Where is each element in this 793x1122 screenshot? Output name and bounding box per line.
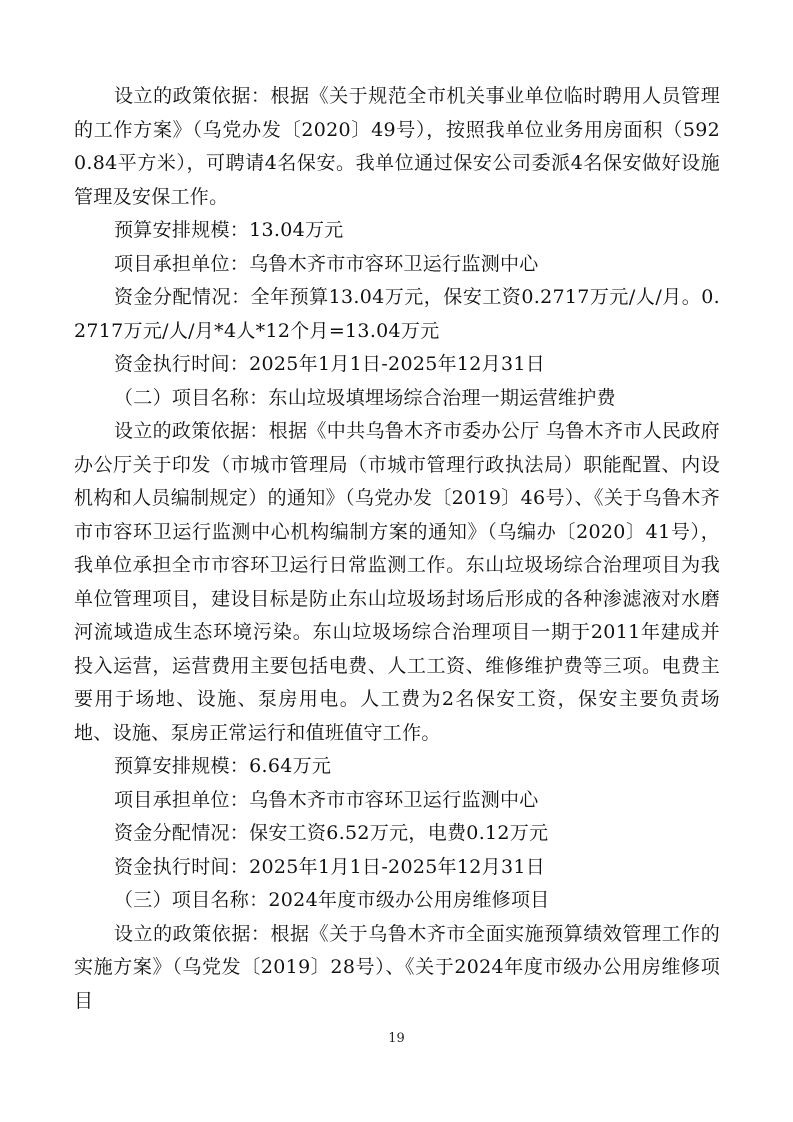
section-heading-project-3: （三）项目名称：2024年度市级办公用房维修项目 xyxy=(114,889,550,911)
paragraph-undertaking-unit-2: 项目承担单位：乌鲁木齐市市容环卫运行监测中心 xyxy=(114,788,539,811)
section-heading-project-2: （二）项目名称：东山垃圾填埋场综合治理一期运营维护费 xyxy=(114,386,616,409)
paragraph-budget-scale-1: 预算安排规模：13.04万元 xyxy=(114,219,344,241)
paragraph-undertaking-unit-1: 项目承担单位：乌鲁木齐市市容环卫运行监测中心 xyxy=(114,252,539,275)
paragraph-policy-basis-2: 设立的政策依据：根据《中共乌鲁木齐市委办公厅 乌鲁木齐市人民政府办公厅关于印发（市城市管理局（市城市管理行政执法局）职能配置、内设机构和人员编制规定）的通知》（乌党办发〔2019〕46号）、《关于乌鲁木齐市市容环卫运行监测中心机构编制方案的通知》（乌编办〔2020〕41号），我单位承担全市市容环卫运行日常监测工作。东山垃圾场综合治理项目为我单位管理项目，建设目标是防止东山垃圾场封场后形成的各种渗滤液对水磨河流域造成生态环境污染。东山垃圾场综合治理项目一期于2011年建成并投入运营，运营费用主要包括电费、人工工资、维修维护费等三项。电费主要用于场地、设施、泵房用电。人工费为2名保安工资，保安主要负责场地、设施、泵房正常运行和值班值守工作。 xyxy=(74,420,720,744)
page-number: 19 xyxy=(388,1031,405,1046)
paragraph-policy-basis-3: 设立的政策依据：根据《关于乌鲁木齐市全面实施预算绩效管理工作的实施方案》（乌党发〔2019〕28号）、《关于2024年度市级办公用房维修项目 xyxy=(74,922,720,1012)
paragraph-execution-time-1: 资金执行时间：2025年1月1日-2025年12月31日 xyxy=(114,353,546,375)
document-body xyxy=(74,80,720,1018)
paragraph-budget-scale-2: 预算安排规模：6.64万元 xyxy=(114,755,332,777)
paragraph-execution-time-2: 资金执行时间：2025年1月1日-2025年12月31日 xyxy=(114,855,546,878)
paragraph-fund-allocation-2: 资金分配情况：保安工资6.52万元，电费0.12万元 xyxy=(114,822,549,844)
paragraph-policy-basis-1: 设立的政策依据：根据《关于规范全市机关事业单位临时聘用人员管理的工作方案》（乌党办发〔2020〕49号），按照我单位业务用房面积（5920.84平方米），可聘请4名保安。我单位通过保安公司委派4名保安做好设施管理及安保工作。 xyxy=(74,85,720,208)
paragraph-fund-allocation-1: 资金分配情况：全年预算13.04万元，保安工资0.2717万元/人/月。0.2717万元/人/月*4人*12个月=13.04万元 xyxy=(74,286,720,342)
